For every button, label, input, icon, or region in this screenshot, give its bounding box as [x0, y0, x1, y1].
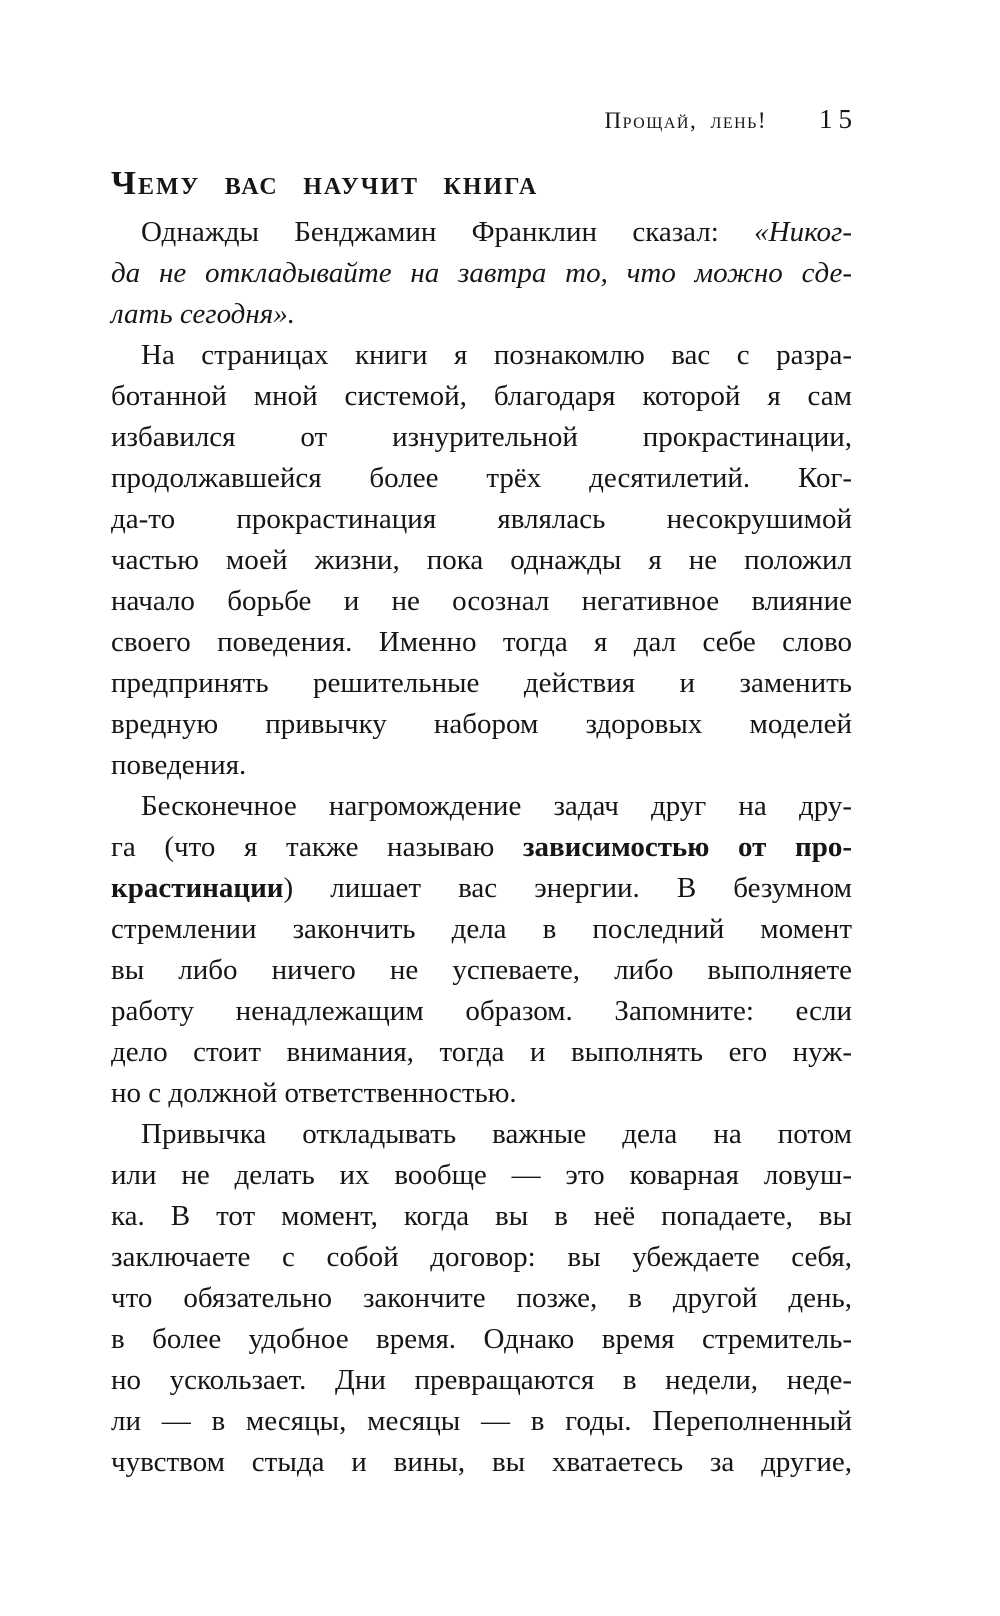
page-header	[111, 104, 858, 135]
body-text-segment: вредную привычку набором здоровых моделей	[111, 708, 852, 740]
body-text-segment: своего поведения. Именно тогда я дал себе слово	[111, 626, 852, 658]
body-text-segment: Привычка откладывать важные дела на потом	[141, 1118, 852, 1150]
text-line	[111, 704, 852, 745]
paragraph	[111, 335, 852, 786]
body-text-segment: га (что я также называю	[111, 831, 523, 863]
text-line	[111, 622, 852, 663]
body-text-segment: стремлении закончить дела в последний момент	[111, 913, 852, 945]
text-line	[111, 376, 852, 417]
section-heading: Чему вас научит книга	[111, 165, 539, 202]
italic-text: да не откладывайте на завтра то, что можно сде-	[111, 257, 852, 289]
text-line	[111, 294, 852, 335]
text-line	[111, 1401, 852, 1442]
body-text-segment: но с должной ответственностью.	[111, 1077, 517, 1109]
text-line	[111, 1196, 852, 1237]
body-text-segment: избавился от изнурительной прокрастинации,	[111, 421, 852, 453]
body-text-segment: дело стоит внимания, тогда и выполнять его нуж-	[111, 1036, 852, 1068]
body-text-segment: частью моей жизни, пока однажды я не положил	[111, 544, 852, 576]
text-line	[111, 950, 852, 991]
body-text-segment: ка. В тот момент, когда вы в неё попадаете, вы	[111, 1200, 852, 1232]
body-text-segment: да-то прокрастинация являлась несокрушимой	[111, 503, 852, 535]
body-text-segment: вы либо ничего не успеваете, либо выполняете	[111, 954, 852, 986]
body-text-segment: предпринять решительные действия и заменить	[111, 667, 852, 699]
body-text-segment: в более удобное время. Однако время стремитель-	[111, 1323, 852, 1355]
text-line	[111, 868, 852, 909]
body-text	[111, 212, 852, 1483]
italic-text: «Никог-	[754, 216, 852, 248]
text-line	[111, 1278, 852, 1319]
bold-text: крастинации	[111, 872, 284, 904]
text-line	[111, 1319, 852, 1360]
text-line	[111, 786, 852, 827]
body-text-segment: Однажды Бенджамин Франклин сказал:	[141, 216, 755, 248]
paragraph	[111, 212, 852, 335]
body-text-segment: ботанной мной системой, благодаря которой я сам	[111, 380, 852, 412]
page-number: 15	[819, 104, 858, 134]
body-text-segment: На страницах книги я познакомлю вас с разра-	[141, 339, 852, 371]
body-text-segment: что обязательно закончите позже, в другой день,	[111, 1282, 852, 1314]
text-line	[111, 1360, 852, 1401]
body-text-segment: поведения.	[111, 749, 247, 781]
text-line	[111, 335, 852, 376]
paragraph	[111, 1114, 852, 1483]
text-line	[111, 745, 852, 786]
text-line	[111, 827, 852, 868]
running-title: Прощай, лень!	[604, 108, 767, 133]
body-text-segment: работу ненадлежащим образом. Запомните: если	[111, 995, 852, 1027]
text-line	[111, 540, 852, 581]
bold-text: зависимостью от про-	[522, 831, 852, 863]
body-text-segment: заключаете с собой договор: вы убеждаете себя,	[111, 1241, 852, 1273]
text-line	[111, 1442, 852, 1483]
text-line	[111, 663, 852, 704]
text-line	[111, 1073, 852, 1114]
text-line	[111, 1032, 852, 1073]
body-text-segment: или не делать их вообще — это коварная ловуш-	[111, 1159, 852, 1191]
body-text-segment: чувством стыда и вины, вы хватаетесь за другие,	[111, 1446, 852, 1478]
text-line	[111, 1114, 852, 1155]
text-line	[111, 581, 852, 622]
text-line	[111, 458, 852, 499]
text-line	[111, 417, 852, 458]
body-text-segment: но ускользает. Дни превращаются в недели, неде-	[111, 1364, 852, 1396]
body-text-segment: начало борьбе и не осознал негативное влияние	[111, 585, 852, 617]
text-line	[111, 253, 852, 294]
text-line	[111, 909, 852, 950]
body-text-segment: ли — в месяцы, месяцы — в годы. Переполненный	[111, 1405, 852, 1437]
italic-text: лать сегодня».	[111, 298, 295, 330]
paragraph	[111, 786, 852, 1114]
body-text-segment: ) лишает вас энергии. В безумном	[283, 872, 852, 904]
body-text-segment: Бесконечное нагромождение задач друг на дру-	[141, 790, 852, 822]
text-line	[111, 1237, 852, 1278]
body-text-segment: продолжавшейся более трёх десятилетий. Ког-	[111, 462, 852, 494]
text-line	[111, 991, 852, 1032]
text-line	[111, 499, 852, 540]
text-line	[111, 1155, 852, 1196]
text-line	[111, 212, 852, 253]
